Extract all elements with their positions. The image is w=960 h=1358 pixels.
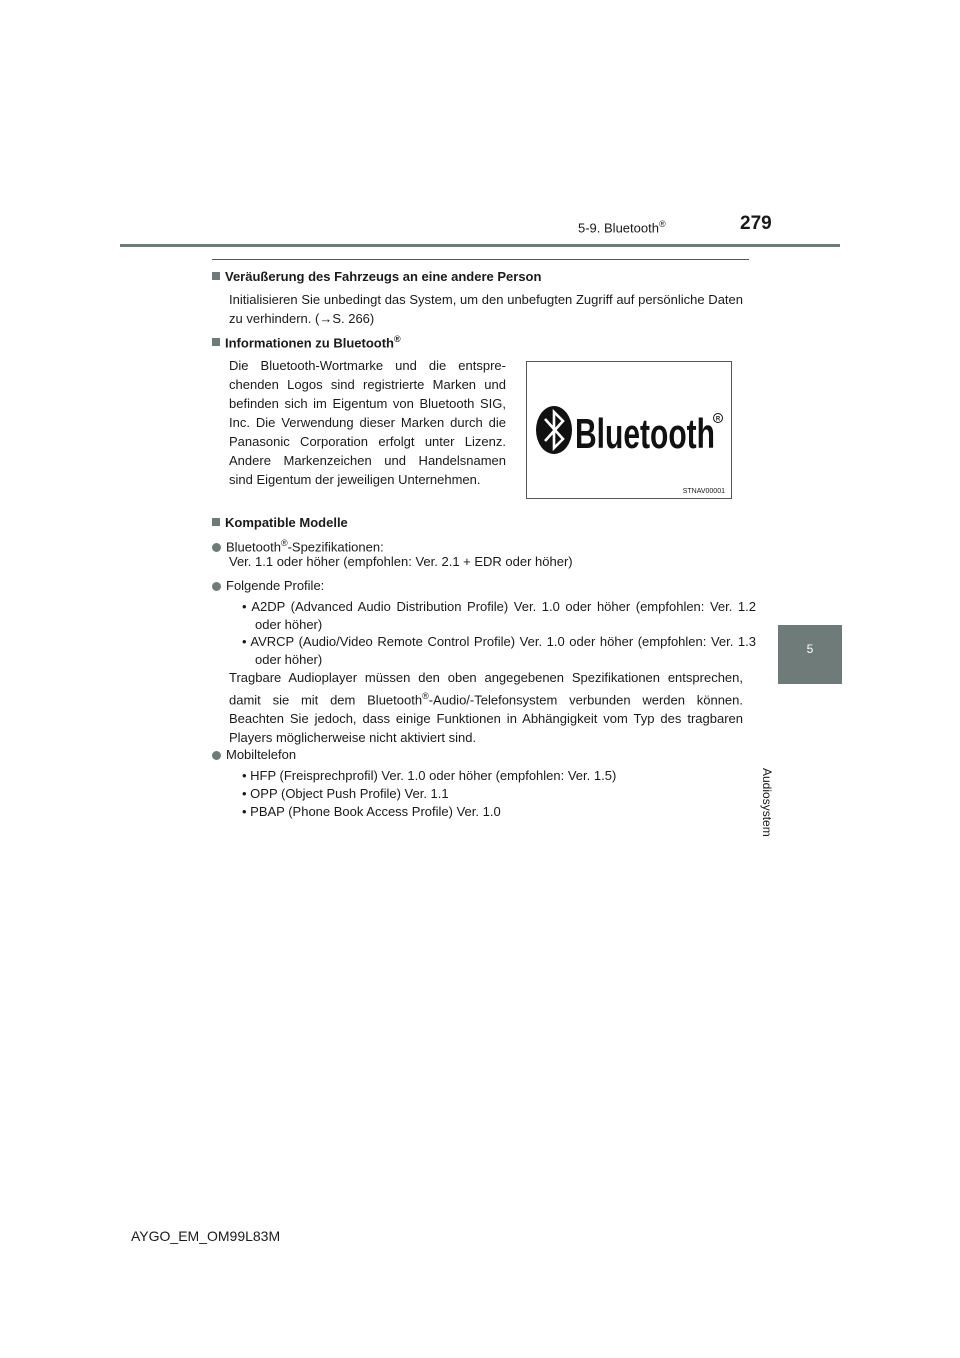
svg-text:Bluetooth: Bluetooth	[575, 410, 715, 457]
round-bullet-icon	[212, 582, 221, 591]
list-item: • A2DP (Advanced Audio Distribution Profile) Ver. 1.0 oder höher (empfohlen: Ver. 1.2 oder höher)	[242, 599, 756, 632]
paragraph-portable-players: Tragbare Audioplayer müssen den oben angegebenen Spezifikationen entsprechen, damit sie mit dem Bluetooth®-Audio/-Telefonsystem verbunden werden können. Beachten Sie jedoch, dass einige Funktionen in Abhängigkeit vom Typ des tragbaren Players möglicherweise nicht aktiviert sind.	[229, 670, 743, 746]
paragraph-vehicle-transfer: Initialisieren Sie unbedingt das System, um den unbefugten Zugriff auf persönliche Daten zu verhindern. (→S. 266)	[229, 292, 743, 326]
footer-document-code: AYGO_EM_OM99L83M	[131, 1228, 281, 1244]
round-bullet-icon	[212, 751, 221, 760]
image-caption: STNAV00001	[682, 488, 725, 495]
chapter-side-label: Audiosystem	[760, 768, 774, 837]
paragraph-bluetooth-trademark: Die Bluetooth-Wortmarke und die entsprechenden Logos sind registrierte Marken und befinden sich im Eigentum von Bluetooth SIG, Inc. Die Verwendung dieser Marken durch die Panasonic Corporation erfolgt unter Lizenz. Andere Markenzeichen und Handelsnamen sind Eigentum der jeweiligen Unternehmen.	[229, 358, 506, 487]
section-rule	[212, 259, 749, 260]
square-bullet-icon	[212, 338, 220, 346]
heading-bluetooth-info: Informationen zu Bluetooth®	[212, 334, 401, 350]
heading-compatible-models: Kompatible Modelle	[212, 515, 348, 530]
heading-vehicle-transfer: Veräußerung des Fahrzeugs an eine andere Person	[212, 269, 541, 284]
svg-text:R: R	[715, 416, 721, 423]
header-section-title: 5-9. Bluetooth®	[578, 219, 666, 236]
page-number: 279	[740, 213, 772, 234]
bluetooth-logo-image	[526, 361, 732, 499]
chapter-tab-number: 5	[806, 642, 814, 656]
square-bullet-icon	[212, 518, 220, 526]
list-item: • OPP (Object Push Profile) Ver. 1.1	[242, 786, 449, 801]
round-bullet-icon	[212, 543, 221, 552]
bullet-bluetooth-spec-detail: Ver. 1.1 oder höher (empfohlen: Ver. 2.1 + EDR oder höher)	[229, 554, 573, 569]
square-bullet-icon	[212, 272, 220, 280]
list-item: • HFP (Freisprechprofil) Ver. 1.0 oder höher (empfohlen: Ver. 1.5)	[242, 768, 617, 783]
bluetooth-logo-icon	[527, 362, 731, 498]
header-rule	[120, 244, 840, 247]
bullet-mobile-phone: Mobiltelefon	[212, 745, 742, 764]
list-item: • PBAP (Phone Book Access Profile) Ver. 1.0	[242, 804, 501, 819]
list-item: • AVRCP (Audio/Video Remote Control Profile) Ver. 1.0 oder höher (empfohlen: Ver. 1.3 oder höher)	[242, 634, 756, 667]
bullet-bluetooth-spec: Bluetooth®-Spezifikationen:	[212, 534, 742, 556]
bullet-profiles: Folgende Profile:	[212, 576, 742, 595]
